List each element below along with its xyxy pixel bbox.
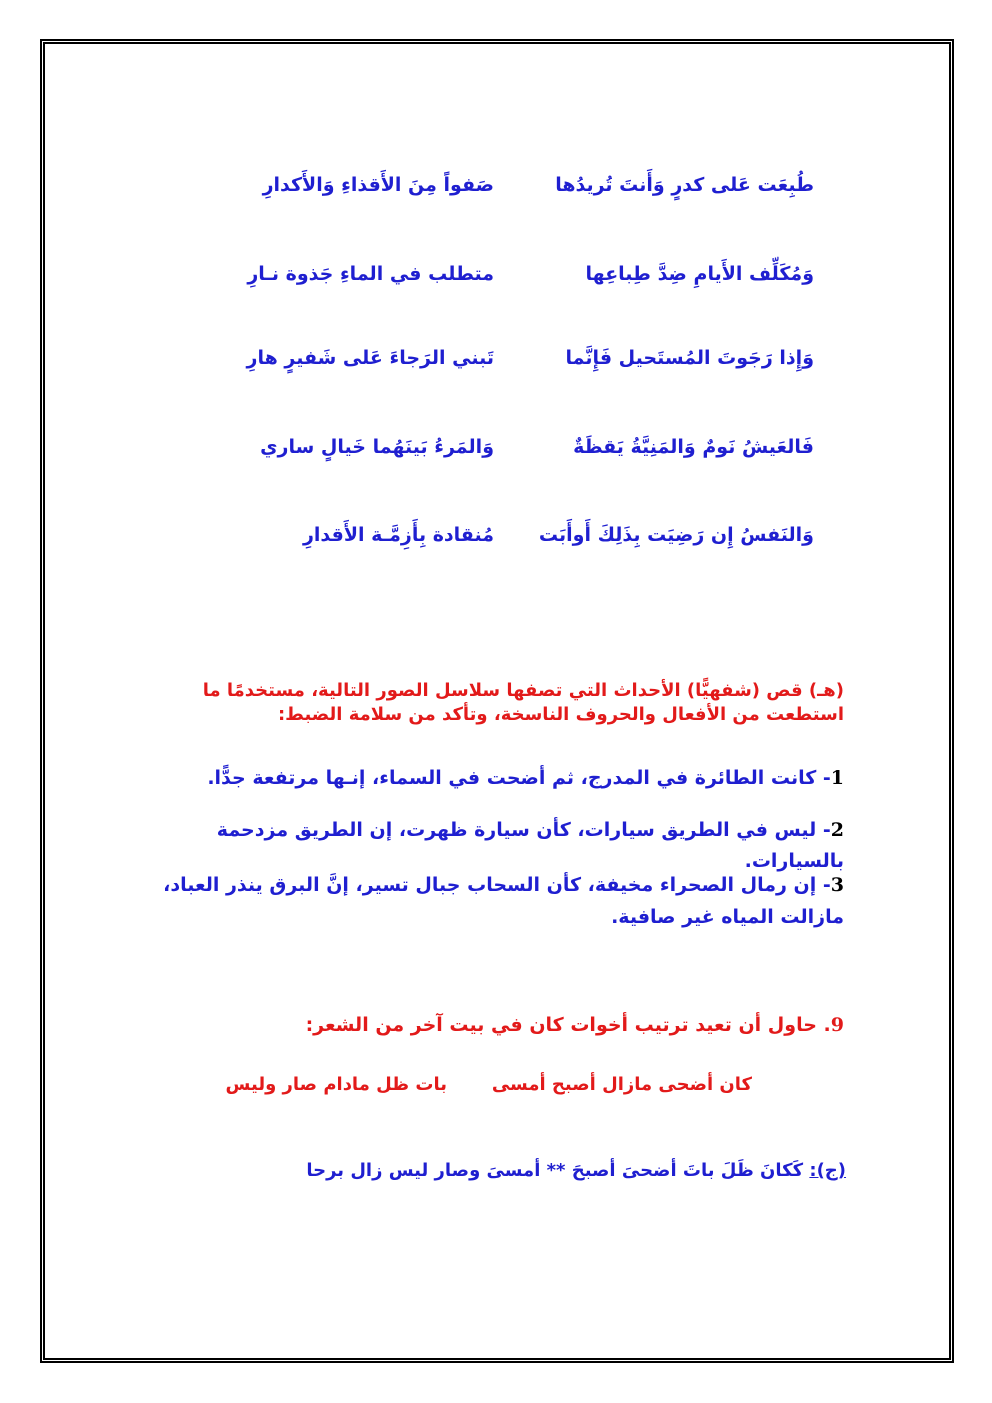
q9-words-first-part: كان أضحى مازال أصبح أمسى <box>491 1074 752 1095</box>
verse-1-second-hemistich: صَفواً مِنَ الأَقذاءِ وَالأَكدارِ <box>262 174 494 196</box>
verse-5-second-hemistich: مُنقادة بِأَزِمَّـة الأَقدارِ <box>302 524 494 546</box>
list-item-1-number: 1 <box>830 767 844 789</box>
list-item-3-text: - إن رمال الصحراء مخيفة، كأن السحاب جبال تسير، إنَّ البرق ينذر العباد، <box>163 874 831 896</box>
verse-3-first-hemistich: وَإِذا رَجَوتَ المُستَحيل فَإِنَّما <box>565 347 814 369</box>
verse-2-second-hemistich: متطلب في الماءِ جَذوة نـارِ <box>247 263 494 285</box>
list-item-3-continuation: مازالت المياه غير صافية. <box>611 906 844 928</box>
verse-2-first-hemistich: وَمُكَلِّف الأَيامِ ضِدَّ طِباعِها <box>585 263 814 285</box>
list-item-1-text: - كانت الطائرة في المدرج، ثم أضحت في السماء، إنـها مرتفعة جدًّا. <box>207 767 831 789</box>
list-item-2-text: - ليس في الطريق سيارات، كأن سيارة ظهرت، إن الطريق مزدحمة بالسيارات. <box>216 819 844 872</box>
question-9-text: . حاول أن تعيد ترتيب أخوات كان في بيت آخر من الشعر: <box>305 1014 831 1036</box>
verse-4-second-hemistich: وَالمَرءُ بَينَهُما خَيالٍ ساري <box>260 436 494 458</box>
q9-words-second-part: بات ظل مادام صار وليس <box>225 1074 447 1095</box>
question-9 <box>144 1010 844 1041</box>
question-9-number: 9 <box>830 1014 844 1036</box>
list-item-2 <box>144 815 844 877</box>
list-item-1 <box>144 763 844 794</box>
list-item-3-number: 3 <box>830 874 844 896</box>
exercise-h-line-1: (هـ) قص (شفهيًّا) الأحداث التي تصفها سلاسل الصور التالية، مستخدمًا ما <box>202 680 844 701</box>
verse-3-second-hemistich: تَبني الرَجاءَ عَلى شَفيرٍ هارِ <box>246 347 494 369</box>
answer-line <box>306 1160 846 1181</box>
list-item-2-number: 2 <box>830 819 844 841</box>
answer-label: (ج): <box>809 1160 846 1181</box>
list-item-3 <box>144 870 844 901</box>
answer-text: كَكانَ ظَلَ باتَ أضحىَ أصبحَ ** أمسىَ وصار ليس زال برحا <box>306 1160 810 1181</box>
verse-1-first-hemistich: طُبِعَت عَلى كدرٍ وَأَنتَ تُريدُها <box>555 174 814 196</box>
verse-5-first-hemistich: وَالنَفسُ إِن رَضِيَت بِذَلِكَ أَوأَبَت <box>538 524 814 546</box>
verse-4-first-hemistich: فَالعَيشُ نَومٌ وَالمَنِيَّةُ يَقظَةٌ <box>573 436 814 458</box>
exercise-h-line-2: استطعت من الأفعال والحروف الناسخة، وتأكد من سلامة الضبط: <box>277 704 844 725</box>
